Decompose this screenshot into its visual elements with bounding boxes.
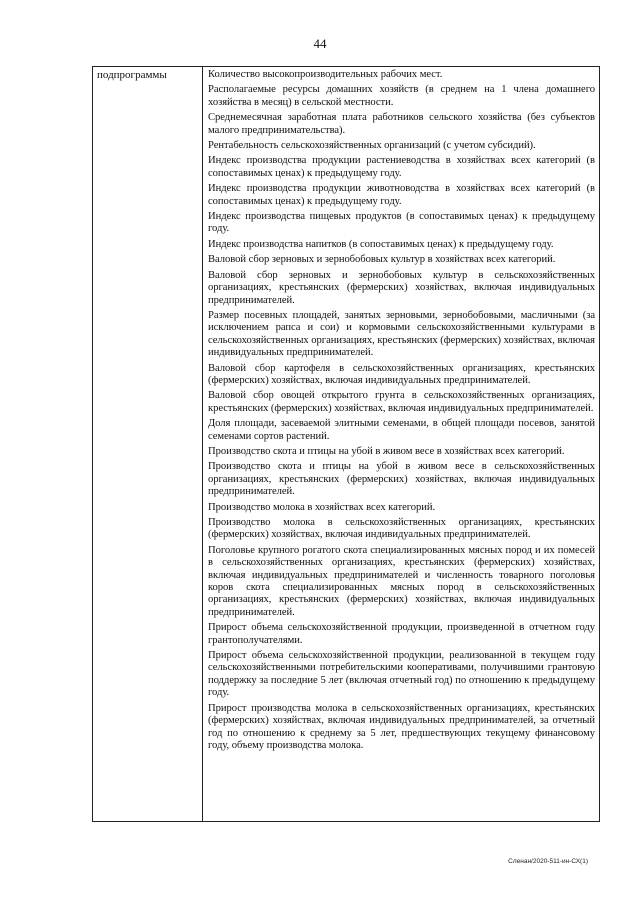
indicator-item: Среднемесячная заработная плата работников сельского хозяйства (без субъектов малого предпринимательства). (208, 112, 595, 136)
indicator-item: Количество высокопроизводительных рабочих мест. (208, 69, 443, 80)
indicator-item: Валовой сбор картофеля в сельскохозяйственных организациях, крестьянских (фермерских) хозяйствах, включая индивидуальных предпринимателей. (208, 362, 595, 386)
indicator-item: Доля площади, засеваемой элитными семенами, в общей площади посевов, занятой семенами сортов растений. (208, 418, 595, 442)
indicator-item: Валовой сбор зерновых и зернобобовых культур в хозяйствах всех категорий. (208, 254, 556, 266)
indicator-item: Валовой сбор зерновых и зернобобовых культур в сельскохозяйственных организациях, крестьянских (фермерских) хозяйствах, включая индивидуальных предпринимателей. (208, 269, 595, 306)
table-left-cell: подпрограммы (93, 67, 203, 821)
indicator-item: Валовой сбор овощей открытого грунта в сельскохозяйственных организациях, крестьянских (фермерских) хозяйствах, включая индивидуальных предпринимателей. (208, 390, 595, 414)
indicator-item: Размер посевных площадей, занятых зерновыми, зернобобовыми, масличными (за исключением рапса и сои) и кормовыми сельскохозяйственными культурами в сельскохозяйственных организациях, крестьянских (фермерских) хозяйствах, включая индивидуальных предпринимателей. (208, 309, 595, 359)
indicator-item: Прирост объема сельскохозяйственной продукции, реализованной в текущем году сельскохозяйственными потребительскими кооперативами, получившими грантовую поддержку за последние 5 лет (включая отчетный год) по отношению к предыдущему году. (208, 650, 595, 699)
indicator-item: Производство молока в сельскохозяйственных организациях, крестьянских (фермерских) хозяйствах, включая индивидуальных предпринимателей. (208, 517, 595, 541)
indicator-item: Производство молока в хозяйствах всех категорий. (208, 501, 436, 513)
indicators-table (92, 66, 600, 822)
indicator-item: Располагаемые ресурсы домашних хозяйств (в среднем на 1 члена домашнего хозяйства в месяц) в сельской местности. (208, 84, 595, 108)
indicator-item: Индекс производства пищевых продуктов (в сопоставимых ценах) к предыдущему году. (208, 211, 595, 235)
indicator-item: Рентабельность сельскохозяйственных организаций (с учетом субсидий). (208, 140, 536, 152)
indicator-item: Индекс производства продукции растениеводства в хозяйствах всех категорий (в сопоставимых ценах) к предыдущему году. (208, 155, 595, 179)
indicator-item: Производство скота и птицы на убой в живом весе в сельскохозяйственных организациях, крестьянских (фермерских) хозяйствах, включая индивидуальных предпринимателей. (208, 461, 595, 498)
indicator-item: Прирост объема сельскохозяйственной продукции, произведенной в отчетном году грантополучателями. (208, 622, 595, 646)
indicator-item: Прирост производства молока в сельскохозяйственных организациях, крестьянских (фермерских) хозяйствах, включая индивидуальных предпринимателей, за отчетный год по отношению к среднему за 5 лет, предшествующих текущему финансовому году, объему производства молока. (208, 702, 595, 751)
footer-code: Сленан/2020-511-ин-СХ(1) (508, 858, 588, 865)
page-number: 44 (313, 36, 327, 51)
indicator-item: Производство скота и птицы на убой в живом весе в хозяйствах всех категорий. (208, 445, 565, 457)
table-right-cell (203, 67, 599, 821)
indicator-item: Индекс производства напитков (в сопоставимых ценах) к предыдущему году. (208, 238, 554, 250)
indicator-item: Индекс производства продукции животноводства в хозяйствах всех категорий (в сопоставимых ценах) к предыдущему году. (208, 183, 595, 207)
indicator-item: Поголовье крупного рогатого скота специализированных мясных пород и их помесей в сельскохозяйственных организациях, крестьянских (фермерских) хозяйствах, включая индивидуальных предпринимателей и численность товарного поголовья коров скота специализированных мясных пород в сельскохозяйственных организациях, крестьянских (фермерских) хозяйствах, включая индивидуальных предпринимателей. (208, 544, 595, 618)
